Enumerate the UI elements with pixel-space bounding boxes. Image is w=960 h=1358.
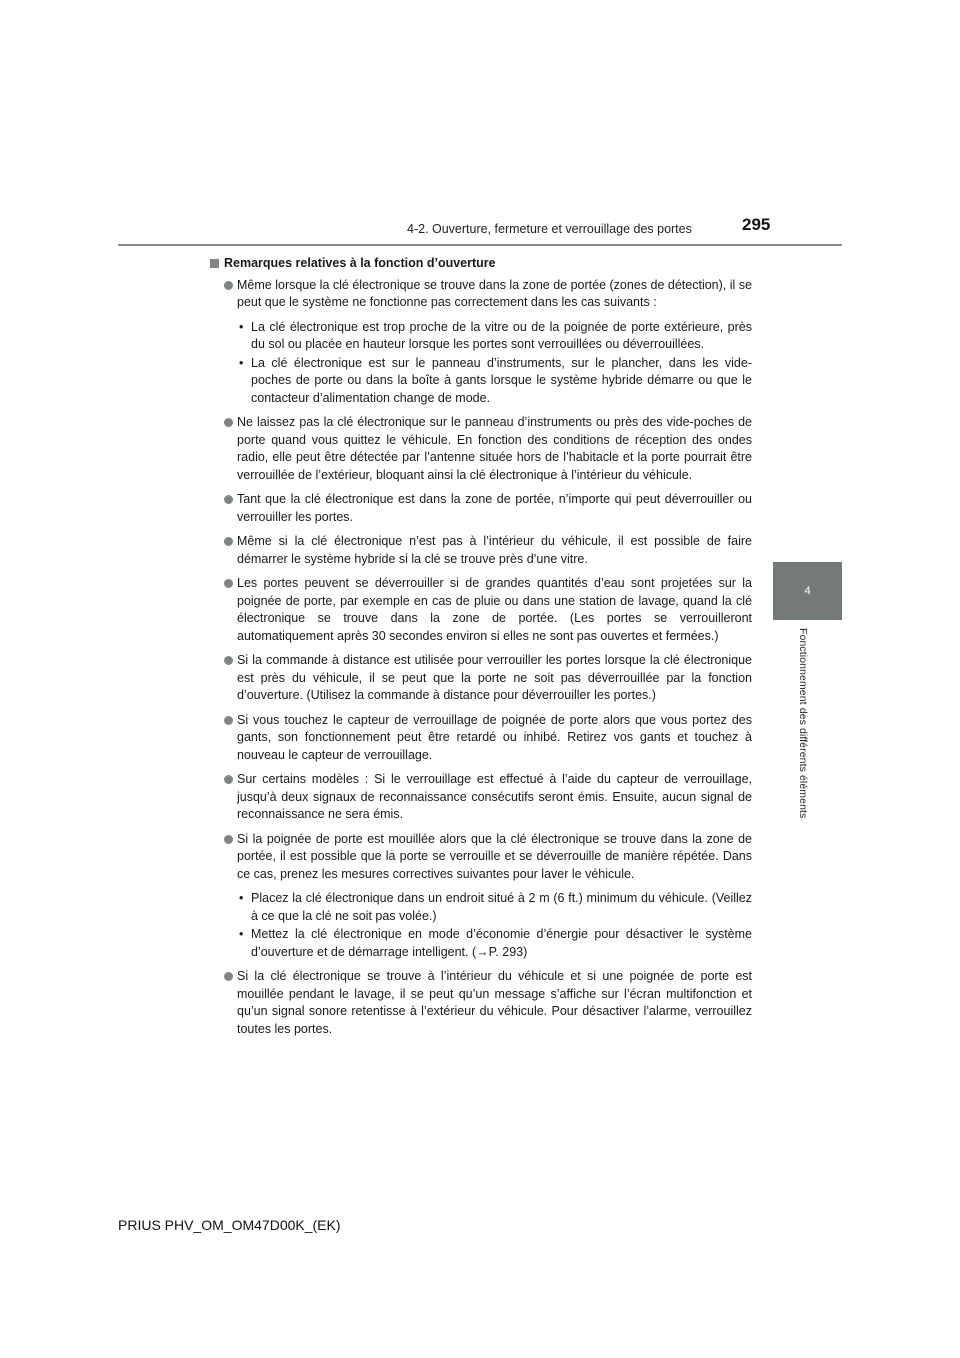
sub-bullet-icon: •	[239, 927, 244, 941]
circle-bullet-icon	[224, 716, 233, 725]
bullet-text: Tant que la clé électronique est dans la zone de portée, n’importe qui peut déverrouiller ou verrouiller les portes.	[237, 492, 752, 524]
circle-bullet-icon	[224, 495, 233, 504]
page-number: 295	[742, 215, 771, 234]
sub-item	[237, 890, 752, 925]
section-heading-text: Remarques relatives à la fonction d’ouverture	[224, 256, 496, 270]
square-bullet-icon	[210, 259, 219, 268]
sub-bullet-icon: •	[239, 319, 244, 334]
bullet-item	[210, 414, 752, 484]
bullet-item	[210, 771, 752, 824]
sub-list	[237, 890, 752, 961]
bullet-text: Si la poignée de porte est mouillée alors que la clé électronique se trouve dans la zone de portée, il est possible que la porte se verrouille et se déverrouille de manière répétée. Dans ce cas, prenez les mesures correctives suivantes pour laver le véhicule.	[237, 831, 752, 881]
bullet-item	[210, 831, 752, 962]
bullet-item	[210, 712, 752, 765]
bullet-text: Les portes peuvent se déverrouiller si de grandes quantités d’eau sont projetées sur la poignée de porte, par exemple en cas de pluie ou dans une station de lavage, quand la clé électronique se trouve dans la zone de portée. (Les portes se verrouilleront automatiquement après 30 secondes environ si elles ne sont pas ouvertes et fermées.)	[237, 576, 752, 643]
circle-bullet-icon	[224, 972, 233, 981]
bullet-text: Ne laissez pas la clé électronique sur le panneau d’instruments ou près des vide-poches de porte quand vous quittez le véhicule. En fonction des conditions de réception des ondes radio, elle peut être détectée par l’antenne située hors de l’habitacle et la porte pourrait être verrouillée de l’extérieur, bloquant ainsi la clé électronique à l’intérieur du véhicule.	[237, 415, 752, 482]
header-section-title: 4-2. Ouverture, fermeture et verrouillage des portes	[407, 222, 692, 236]
circle-bullet-icon	[224, 281, 233, 290]
sub-bullet-icon: •	[239, 355, 244, 370]
circle-bullet-icon	[224, 579, 233, 588]
section-heading	[210, 255, 752, 273]
bullet-item	[210, 533, 752, 568]
sub-item-text: Mettez la clé électronique en mode d’économie d’énergie pour désactiver le système d’ouverture et de démarrage intelligent. (→P. 293)	[251, 927, 752, 959]
sub-item	[237, 926, 752, 961]
bullet-item	[210, 652, 752, 705]
bullet-text: Même si la clé électronique n’est pas à l’intérieur du véhicule, il est possible de faire démarrer le système hybride si la clé se trouve près d’une vitre.	[237, 534, 752, 566]
footer-document-code: PRIUS PHV_OM_OM47D00K_(EK)	[118, 1217, 341, 1233]
chapter-number: 4	[804, 585, 811, 597]
bullet-text: Même lorsque la clé électronique se trouve dans la zone de portée (zones de détection), il se peut que le système ne fonctionne pas correctement dans les cas suivants :	[237, 277, 752, 309]
circle-bullet-icon	[224, 418, 233, 427]
bullet-text: Si la commande à distance est utilisée pour verrouiller les portes lorsque la clé électronique est près du véhicule, il se peut que la porte ne soit pas déverrouillée par la fonction d’ouverture. (Utilisez la commande à distance pour déverrouiller les portes.)	[237, 653, 752, 702]
content	[210, 255, 752, 1045]
bullet-text: Sur certains modèles : Si le verrouillage est effectué à l’aide du capteur de verrouillage, jusqu’à deux signaux de reconnaissance consécutifs seront émis. Ensuite, aucun signal de reconnaissance ne sera émis.	[237, 772, 752, 821]
sub-item-text: La clé électronique est sur le panneau d’instruments, sur le plancher, dans les vide-poches de porte ou dans la boîte à gants lorsque le système hybride démarre ou que le contacteur d’alimentation change de mode.	[251, 355, 752, 405]
bullet-text: Si la clé électronique se trouve à l’intérieur du véhicule et si une poignée de porte est mouillée pendant le lavage, il se peut qu’un message s’affiche sur l’écran multifonction et qu’un signal sonore retentisse à l’extérieur du véhicule. Pour désactiver l’alarme, verrouillez toutes les portes.	[237, 969, 752, 1036]
sub-bullet-icon: •	[239, 891, 244, 905]
circle-bullet-icon	[224, 775, 233, 784]
chapter-tab	[773, 562, 842, 620]
bullet-item	[210, 968, 752, 1038]
bullet-item	[210, 575, 752, 645]
sub-item	[237, 319, 752, 354]
bullet-item	[210, 491, 752, 526]
bullet-item	[210, 277, 752, 408]
sub-item-text: Placez la clé électronique dans un endroit situé à 2 m (6 ft.) minimum du véhicule. (Veillez à ce que la clé ne soit pas volée.)	[251, 891, 752, 923]
sub-item	[237, 355, 752, 408]
circle-bullet-icon	[224, 835, 233, 844]
circle-bullet-icon	[224, 656, 233, 665]
sub-item-text: La clé électronique est trop proche de la vitre ou de la poignée de porte extérieure, près du sol ou placée en hauteur lorsque les portes sont verrouillées ou déverrouillées.	[251, 319, 752, 351]
sub-list	[237, 319, 752, 408]
chapter-label: Fonctionnement des différents éléments	[797, 628, 809, 819]
header-rule	[118, 244, 842, 246]
circle-bullet-icon	[224, 537, 233, 546]
bullet-text: Si vous touchez le capteur de verrouillage de poignée de porte alors que vous portez des gants, son fonctionnement peut être retardé ou inhibé. Retirez vos gants et touchez à nouveau le capteur de verrouillage.	[237, 712, 752, 762]
